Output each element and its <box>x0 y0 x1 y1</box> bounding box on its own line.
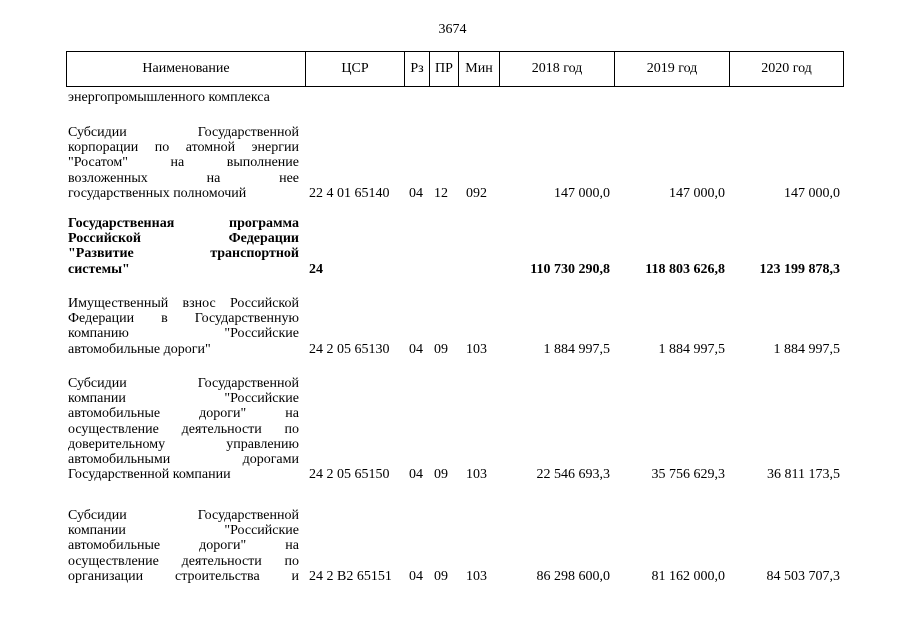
row-min: 103 <box>466 341 487 357</box>
row-rz: 04 <box>409 341 423 357</box>
row-name-line: осуществление деятельности по <box>68 421 299 437</box>
header-name: Наименование <box>142 61 230 76</box>
row-rz: 04 <box>409 185 423 201</box>
row-min: 103 <box>466 568 487 584</box>
row-csr: 24 2 05 65150 <box>309 467 390 483</box>
row-2020: 147 000,0 <box>784 185 840 201</box>
row-name-line: доверительному управлению <box>68 436 299 452</box>
header-min: Мин <box>465 61 493 76</box>
row-name <box>68 296 299 357</box>
row-name-line: государственных полномочий <box>68 185 247 201</box>
row-2018: 147 000,0 <box>554 185 610 201</box>
row-name-line: осуществление деятельности по <box>68 553 299 569</box>
row-name-line: корпорации по атомной энергии <box>68 140 299 156</box>
row-2019: 35 756 629,3 <box>651 467 725 483</box>
row-2020: 1 884 997,5 <box>773 341 840 357</box>
row-name-line: Имущественный взнос Российской <box>68 296 299 311</box>
row-name <box>68 376 299 482</box>
row-csr: 24 2 В2 65151 <box>309 568 392 584</box>
row-name-line: Федерации в Государственную <box>68 311 299 327</box>
header-csr: ЦСР <box>341 61 369 76</box>
row-name <box>68 508 299 584</box>
row-name-line: энергопромышленного комплекса <box>68 90 270 105</box>
row-name-line: Субсидии Государственной <box>68 508 299 523</box>
row-2018: 110 730 290,8 <box>530 261 610 277</box>
row-name-line: Государственная программа <box>68 216 299 231</box>
row-name-line: возложенных на нее <box>68 170 299 186</box>
row-name-line: автомобильные дороги" <box>68 341 211 357</box>
row-csr: 22 4 01 65140 <box>309 185 390 201</box>
row-pr: 09 <box>434 568 448 584</box>
row-name-line: Субсидии Государственной <box>68 125 299 140</box>
row-name-line: "Развитие транспортной <box>68 246 299 262</box>
page-number: 3674 <box>438 22 467 37</box>
row-name-line: автомобильные дороги" на <box>68 538 299 554</box>
row-2018: 22 546 693,3 <box>536 467 610 483</box>
row-2020: 84 503 707,3 <box>766 568 840 584</box>
row-2019: 147 000,0 <box>669 185 725 201</box>
row-2019: 118 803 626,8 <box>645 261 725 277</box>
row-2019: 1 884 997,5 <box>658 341 725 357</box>
row-name-line: компанию "Российские <box>68 326 299 342</box>
row-name <box>68 90 299 105</box>
row-name-line: компании "Российские <box>68 523 299 539</box>
row-2020: 123 199 878,3 <box>759 261 840 277</box>
row-name-line: автомобильные дороги" на <box>68 406 299 422</box>
header-pr: ПР <box>435 61 453 76</box>
header-2020: 2020 год <box>761 61 812 76</box>
row-name-line: Государственной компании <box>68 467 231 483</box>
row-name <box>68 216 299 277</box>
row-pr: 09 <box>434 467 448 483</box>
row-name-line: Российской Федерации <box>68 231 299 247</box>
row-pr: 12 <box>434 185 448 201</box>
row-rz: 04 <box>409 467 423 483</box>
row-min: 103 <box>466 467 487 483</box>
header-rz: Рз <box>410 61 424 76</box>
row-2019: 81 162 000,0 <box>651 568 725 584</box>
header-2018: 2018 год <box>531 61 583 76</box>
row-pr: 09 <box>434 341 448 357</box>
row-csr: 24 <box>309 261 323 277</box>
row-2020: 36 811 173,5 <box>767 467 840 483</box>
row-2018: 1 884 997,5 <box>543 341 610 357</box>
row-rz: 04 <box>409 568 423 584</box>
header-2019: 2019 год <box>646 61 698 76</box>
row-2018: 86 298 600,0 <box>536 568 610 584</box>
row-name-line: компании "Российские <box>68 391 299 407</box>
row-min: 092 <box>466 185 487 201</box>
row-name-line: Субсидии Государственной <box>68 376 299 391</box>
row-name-line: "Росатом" на выполнение <box>68 155 299 171</box>
table-header <box>66 51 844 87</box>
row-name-line: автомобильными дорогами <box>68 451 299 467</box>
row-name <box>68 125 299 201</box>
row-name-line: организации строительства и <box>68 568 299 584</box>
row-csr: 24 2 05 65130 <box>309 341 390 357</box>
row-name-line: системы" <box>68 261 130 277</box>
